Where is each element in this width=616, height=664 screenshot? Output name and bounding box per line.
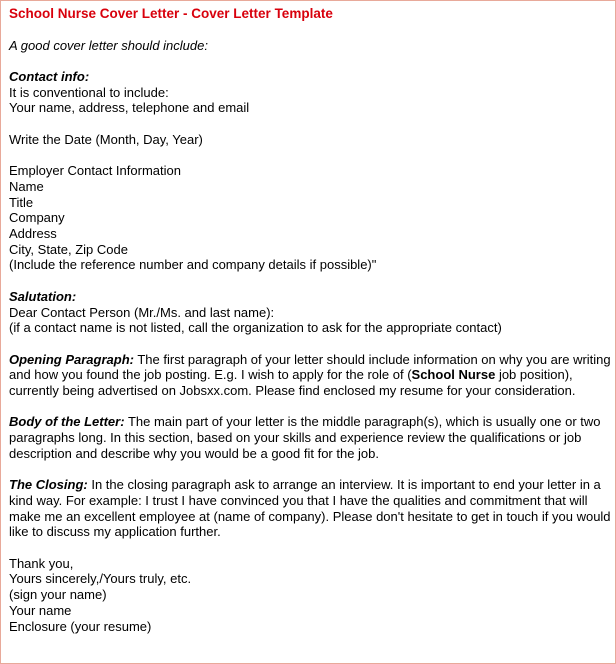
employer-line: Employer Contact Information	[9, 163, 181, 179]
signoff-line: Your name	[9, 602, 72, 618]
opening-text: The first paragraph of your letter should include information on why you are writing and how you found the job posting. E.g. I wish to apply for the role of (	[9, 351, 611, 383]
contact-line: Your name, address, telephone and email	[9, 100, 250, 116]
salutation-heading: Salutation:	[9, 288, 77, 304]
opening-text-end: job position), currently being advertised on Jobsxx.com. Please find enclosed my resume for your consideration.	[9, 367, 576, 399]
employer-line: Company	[9, 210, 65, 226]
body-paragraph	[9, 414, 615, 461]
cover-letter-template	[9, 6, 615, 634]
opening-heading: Opening Paragraph:	[9, 351, 134, 367]
employer-line: Name	[9, 178, 44, 194]
signoff-line: Enclosure (your resume)	[9, 618, 152, 634]
employer-line: City, State, Zip Code	[9, 241, 128, 257]
page-title: School Nurse Cover Letter - Cover Letter Template	[9, 6, 333, 21]
employer-line: (Include the reference number and company details if possible)"	[9, 257, 377, 273]
employer-line: Address	[9, 226, 57, 242]
signoff-line: Thank you,	[9, 555, 74, 571]
opening-paragraph	[9, 352, 615, 399]
opening-job-title: School Nurse	[411, 367, 496, 383]
date-line: Write the Date (Month, Day, Year)	[9, 131, 203, 147]
employer-line: Title	[9, 194, 34, 210]
salutation-line: (if a contact name is not listed, call the organization to ask for the appropriate contact)	[9, 320, 502, 336]
salutation-line: Dear Contact Person (Mr./Ms. and last name):	[9, 304, 275, 320]
signoff-line: Yours sincerely,/Yours truly, etc.	[9, 571, 192, 587]
body-heading: Body of the Letter:	[9, 414, 125, 430]
signoff-line: (sign your name)	[9, 587, 107, 603]
body-text: The main part of your letter is the middle paragraph(s), which is usually one or two paragraphs long. In this section, based on your skills and experience review the qualifications or job description and describe why you would be a good fit for the job.	[9, 414, 601, 461]
closing-paragraph	[9, 477, 615, 540]
contact-line: It is conventional to include:	[9, 84, 169, 100]
closing-text: In the closing paragraph ask to arrange an interview. It is important to end your letter in a kind way. For example: I trust I have convinced you that I have the qualities and commitment that will make me an excellent employee at (name of company). Please don't hesitate to get in touch if you would like to discuss my application further.	[9, 477, 611, 540]
intro-text: A good cover letter should include:	[9, 37, 208, 53]
contact-heading: Contact info:	[9, 69, 90, 85]
closing-heading: The Closing:	[9, 477, 88, 493]
